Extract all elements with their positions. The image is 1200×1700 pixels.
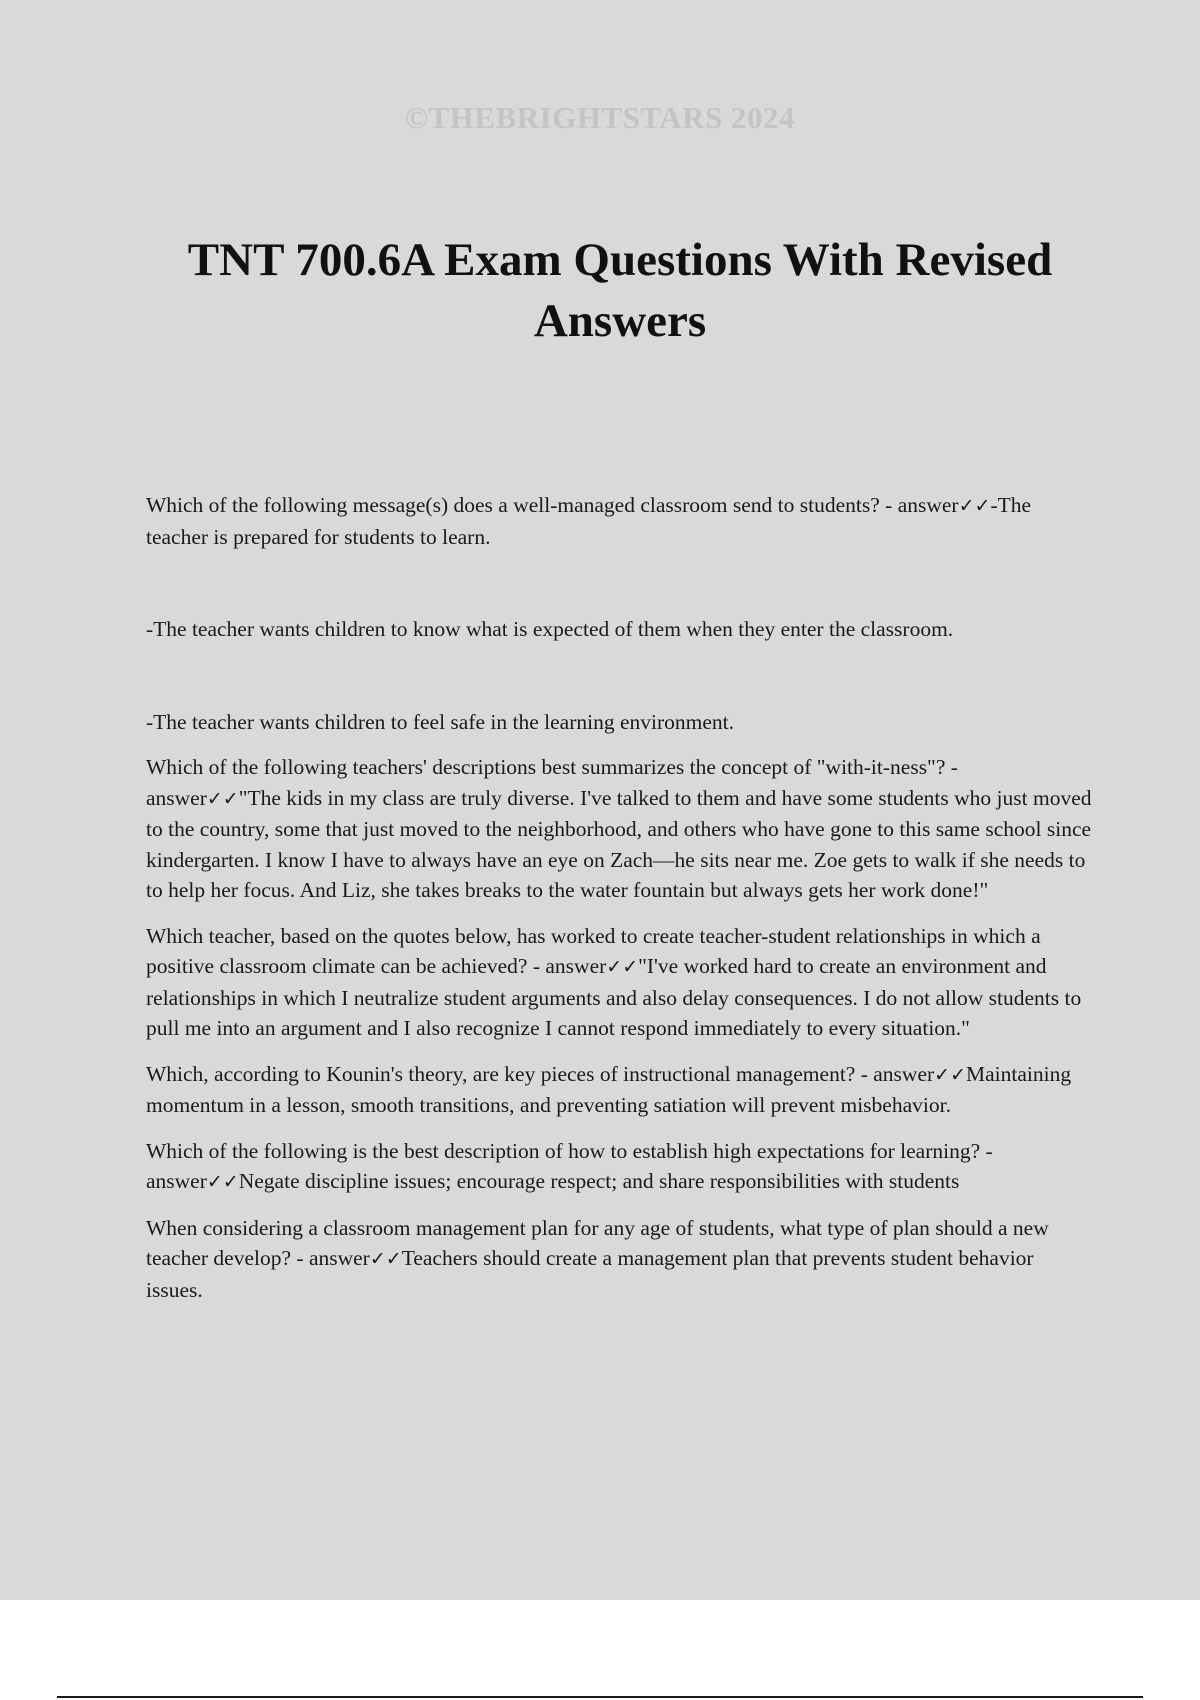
watermark: ©THEBRIGHTSTARS 2024 bbox=[404, 100, 796, 135]
question-text: Which of the following is the best description of how to establish high expectations for learning? - answer bbox=[146, 1138, 993, 1193]
answer-text: Negate discipline issues; encourage respect; and share responsibilities with students bbox=[238, 1169, 960, 1193]
page-title: TNT 700.6A Exam Questions With Revised Answers bbox=[187, 234, 1053, 347]
question-text: When considering a classroom management plan for any age of students, what type of plan should a new teacher develop? - answer bbox=[146, 1215, 1049, 1270]
qa-item-5 bbox=[146, 1136, 1092, 1198]
check-marks-icon: ✓✓ bbox=[206, 787, 239, 810]
qa-item-1 bbox=[146, 490, 1092, 552]
question-text: Which, according to Kounin's theory, are key pieces of instructional management? - answer bbox=[146, 1061, 935, 1086]
footer-divider bbox=[57, 1696, 1143, 1698]
answer-continuation-1: -The teacher wants children to know what is expected of them when they enter the classroom. bbox=[146, 617, 954, 641]
qa-item-2 bbox=[146, 752, 1092, 906]
answer-text: Teachers should create a management plan that prevents student behavior issues. bbox=[146, 1246, 1034, 1302]
qa-item-6 bbox=[146, 1213, 1092, 1306]
check-marks-icon: ✓✓ bbox=[369, 1248, 402, 1270]
question-text: Which of the following teachers' descriptions best summarizes the concept of "with-it-ness"? - answer bbox=[146, 755, 958, 810]
answer-text: "I've worked hard to create an environment and relationships in which I neutralize student arguments and also delay consequences. I do not allow students to pull me into an argument and I also recognize I cannot respond immediately to every situation." bbox=[146, 954, 1082, 1040]
answer-continuation-2: -The teacher wants children to feel safe in the learning environment. bbox=[146, 709, 735, 734]
answer-text: "The kids in my class are truly diverse. I've talked to them and have some students who just moved to the country, some that just moved to the neighborhood, and others who have gone to this same school since kindergarten. I know I have to always have an eye on Zach—he sits near me. Zoe gets to walk if she needs to to help her focus. And Liz, she takes breaks to the water fountain but always gets her work done!" bbox=[146, 785, 1092, 902]
check-marks-icon: ✓✓ bbox=[934, 1063, 966, 1086]
check-marks-icon: ✓✓ bbox=[206, 1171, 239, 1193]
answer-text: -The teacher is prepared for students to learn. bbox=[146, 493, 1032, 549]
answer-text: Maintaining momentum in a lesson, smooth transitions, and preventing satiation will prevent misbehavior. bbox=[146, 1061, 1072, 1117]
qa-item-3 bbox=[146, 921, 1092, 1044]
qa-item-4 bbox=[146, 1059, 1092, 1121]
check-marks-icon: ✓✓ bbox=[606, 956, 639, 978]
check-marks-icon: ✓✓ bbox=[958, 495, 991, 517]
qa-content bbox=[146, 490, 1092, 1320]
question-text: Which of the following message(s) does a well-managed classroom send to students? - answer bbox=[146, 493, 959, 517]
question-text: Which teacher, based on the quotes below, has worked to create teacher-student relationships in which a positive classroom climate can be achieved? - answer bbox=[146, 923, 1041, 978]
